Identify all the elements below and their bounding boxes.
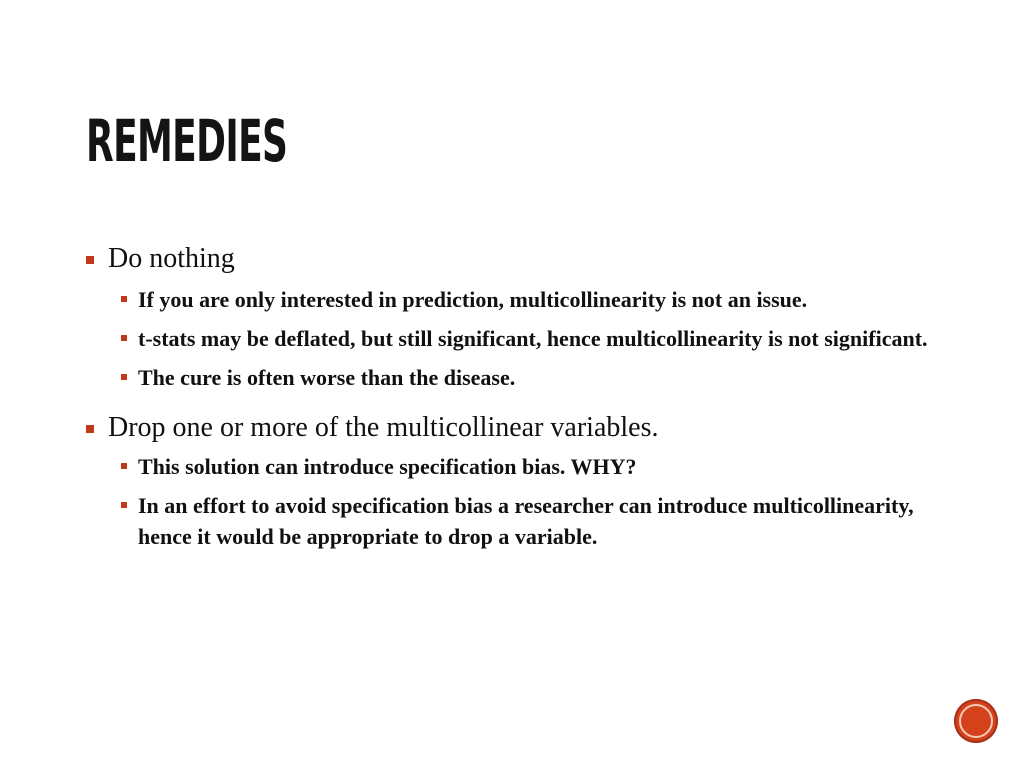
square-bullet-icon — [86, 425, 94, 433]
square-bullet-icon — [121, 502, 127, 508]
square-bullet-icon — [121, 335, 127, 341]
slide-title: REMEDIES — [86, 107, 288, 175]
badge-ring-icon — [959, 704, 993, 738]
sub-bullet-text: If you are only interested in prediction, multicollinearity is not an issue. — [138, 287, 808, 312]
bullet-do-nothing — [84, 242, 944, 276]
sub-bullet — [138, 490, 938, 552]
sub-bullet-text: t-stats may be deflated, but still significant, hence multicollinearity is not significant. — [138, 326, 928, 351]
sub-bullet-text: This solution can introduce specification bias. WHY? — [138, 454, 637, 479]
sub-bullet-text: The cure is often worse than the disease. — [138, 365, 516, 390]
bullet-drop-variables — [84, 411, 944, 445]
bullet-text: Drop one or more of the multicollinear variables. — [108, 412, 659, 443]
sub-bullet-text: In an effort to avoid specification bias a researcher can introduce multicollinearity, hence it would be appropriate to drop a variable. — [138, 493, 914, 549]
bullet-text: Do nothing — [108, 243, 235, 274]
sub-bullet — [138, 284, 938, 315]
square-bullet-icon — [121, 296, 127, 302]
square-bullet-icon — [121, 374, 127, 380]
square-bullet-icon — [86, 256, 94, 264]
sub-bullet — [138, 451, 938, 482]
slide-content — [84, 240, 944, 552]
sub-bullet — [138, 362, 938, 393]
slide-number-badge-icon — [954, 699, 998, 743]
square-bullet-icon — [121, 463, 127, 469]
sub-bullet — [138, 323, 938, 354]
